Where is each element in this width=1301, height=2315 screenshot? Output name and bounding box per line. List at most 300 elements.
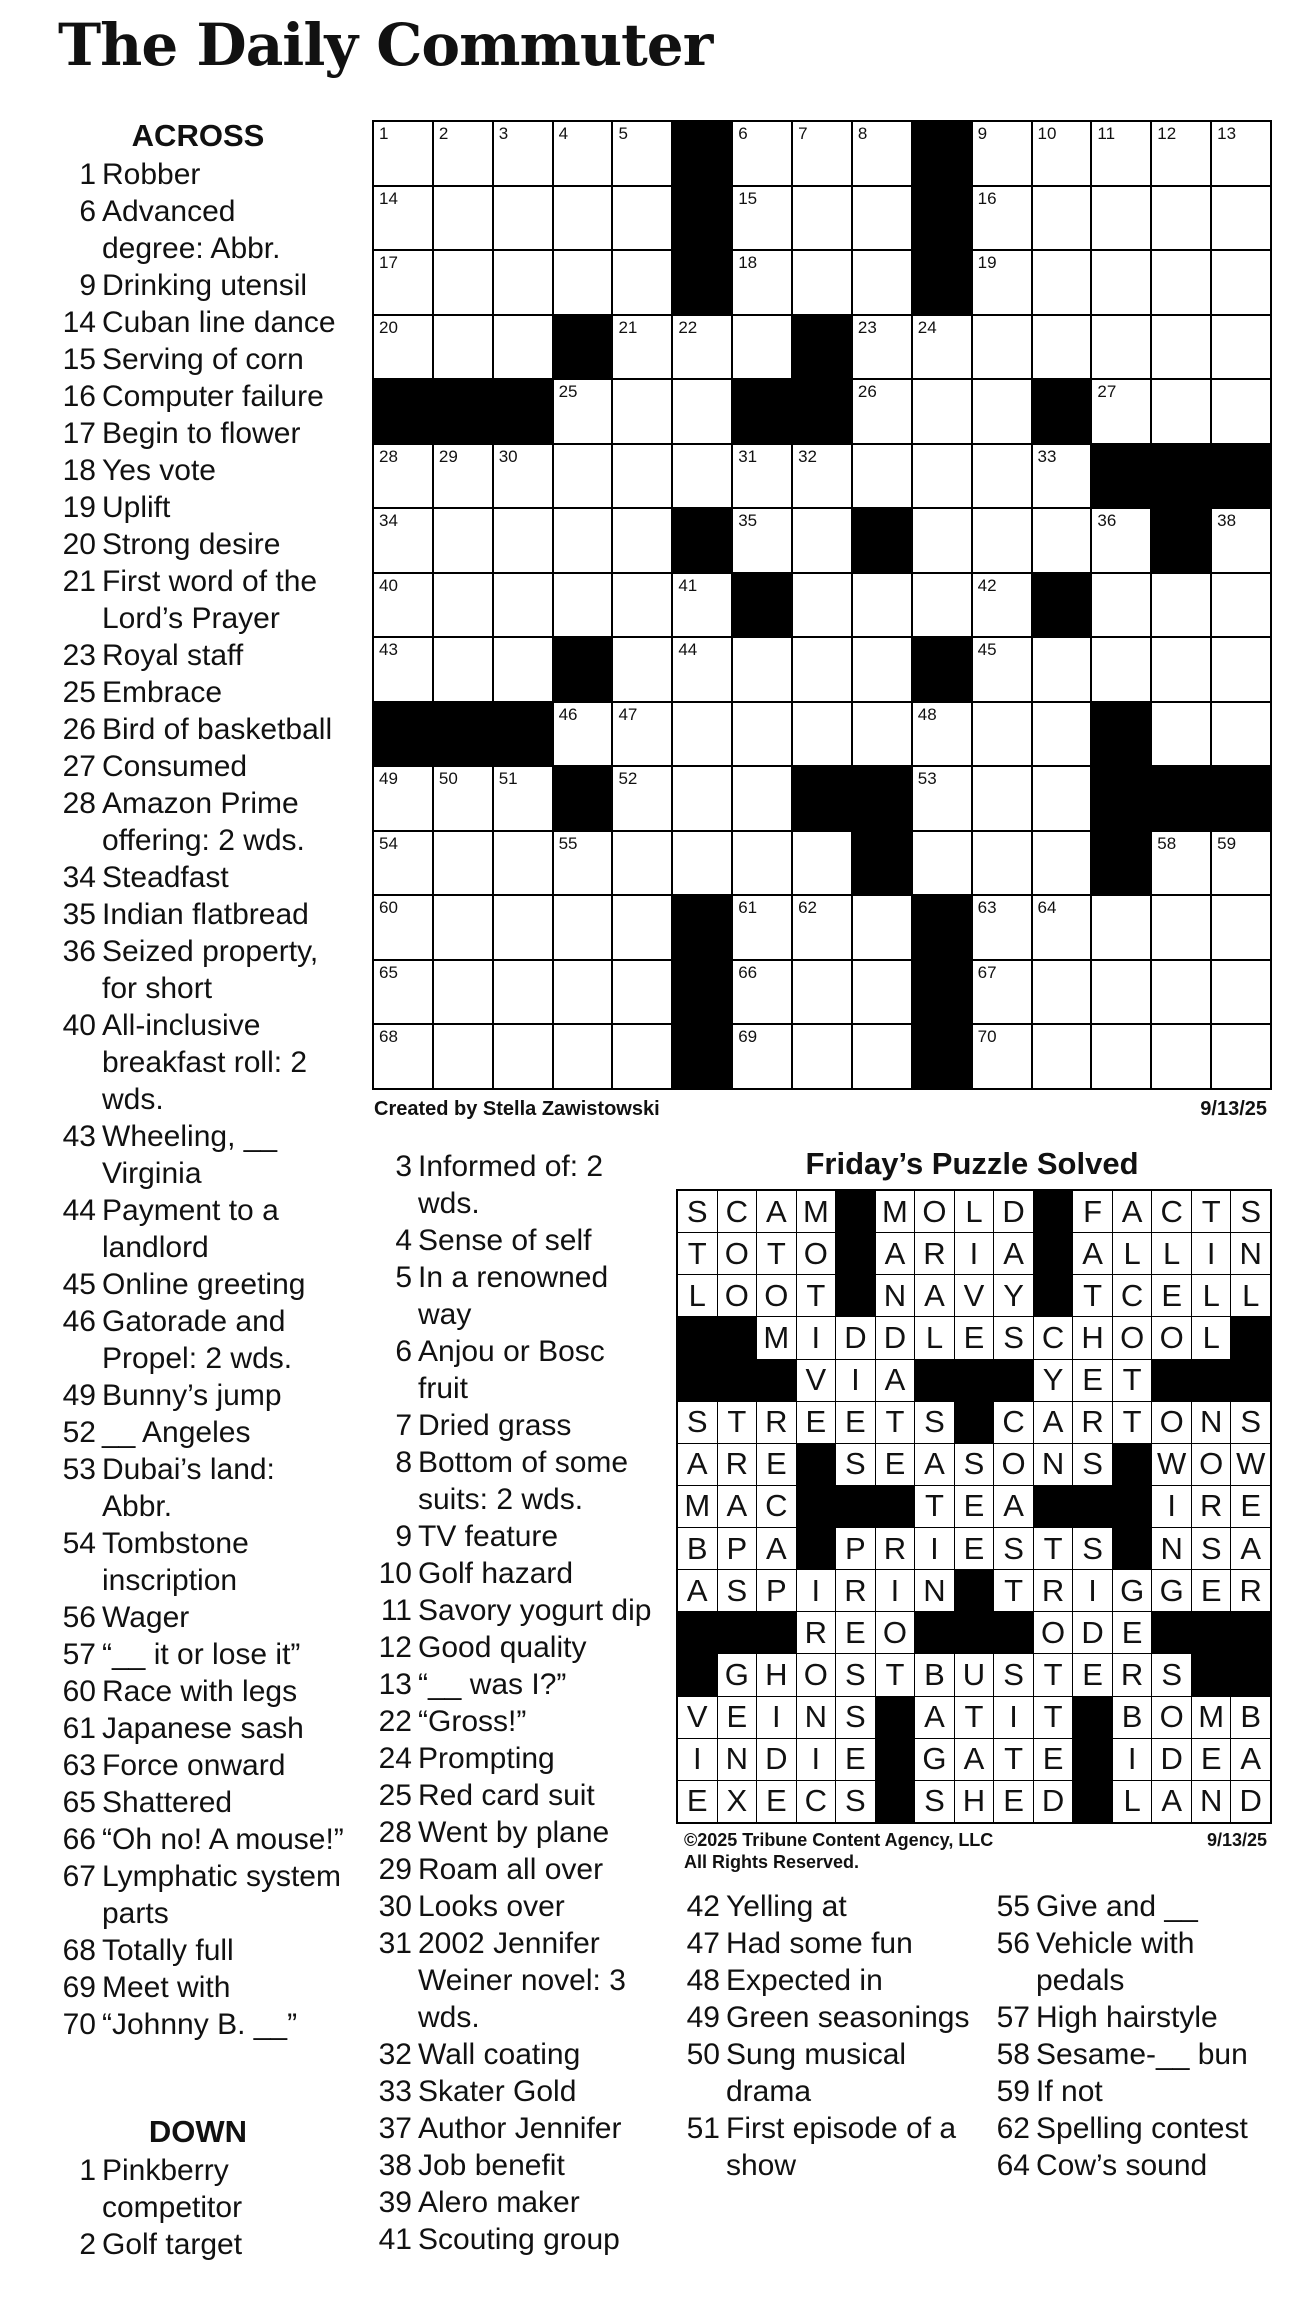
clue-number: 9 xyxy=(395,1520,412,1553)
grid-cell[interactable] xyxy=(673,767,731,830)
clue-text: Went by plane xyxy=(418,1816,610,1849)
clue-text: Begin to flower xyxy=(102,417,301,450)
clue-number: 28 xyxy=(62,787,96,820)
grid-cell[interactable] xyxy=(793,122,851,185)
grid-cell[interactable] xyxy=(613,251,671,314)
grid-cell[interactable] xyxy=(1092,509,1150,572)
black-square xyxy=(1073,1739,1112,1780)
clue-number: 49 xyxy=(686,2001,720,2034)
solved-letter: I xyxy=(994,1697,1033,1738)
clue-number: 54 xyxy=(62,1527,96,1560)
grid-cell[interactable] xyxy=(1152,574,1210,637)
clue-item xyxy=(366,1148,658,1222)
clue-item xyxy=(366,2036,658,2073)
grid-cell[interactable] xyxy=(1092,896,1150,959)
clue-text: Yes vote xyxy=(102,454,216,487)
grid-cell[interactable] xyxy=(973,509,1031,572)
grid-cell[interactable] xyxy=(793,445,851,508)
grid-cell[interactable] xyxy=(554,896,612,959)
grid-cell[interactable] xyxy=(613,380,671,443)
grid-cell[interactable] xyxy=(1212,896,1270,959)
grid-cell[interactable] xyxy=(1092,187,1150,250)
grid-cell[interactable] xyxy=(494,1025,552,1088)
grid-cell[interactable] xyxy=(554,122,612,185)
grid-cell[interactable] xyxy=(1212,574,1270,637)
grid-cell[interactable] xyxy=(1212,251,1270,314)
clue-item xyxy=(52,156,344,193)
grid-cell[interactable] xyxy=(853,445,911,508)
solved-letter: Y xyxy=(1034,1360,1073,1401)
solved-letter: B xyxy=(1113,1697,1152,1738)
solved-letter: A xyxy=(994,1233,1033,1274)
grid-cell[interactable] xyxy=(1152,251,1210,314)
solved-letter: N xyxy=(1192,1402,1231,1443)
clue-number: 62 xyxy=(996,2112,1030,2145)
cell-number: 59 xyxy=(1217,833,1237,853)
grid-cell[interactable] xyxy=(613,832,671,895)
grid-cell[interactable] xyxy=(1212,638,1270,701)
grid-cell[interactable] xyxy=(1033,832,1091,895)
clue-number: 1 xyxy=(79,158,96,191)
cell-number: 22 xyxy=(678,317,698,337)
solved-letter: T xyxy=(1192,1191,1231,1232)
clue-number: 49 xyxy=(62,1379,96,1412)
grid-cell[interactable] xyxy=(1152,316,1210,379)
grid-cell[interactable] xyxy=(1212,703,1270,766)
grid-cell[interactable] xyxy=(434,961,492,1024)
black-square xyxy=(876,1486,915,1527)
grid-cell[interactable] xyxy=(434,638,492,701)
grid-cell[interactable] xyxy=(973,187,1031,250)
grid-cell[interactable] xyxy=(434,122,492,185)
grid-cell[interactable] xyxy=(853,251,911,314)
clue-item xyxy=(52,1303,344,1377)
solved-date: 9/13/25 xyxy=(1206,1830,1267,1850)
clue-number: 34 xyxy=(62,861,96,894)
solved-letter: O xyxy=(718,1275,757,1316)
grid-cell[interactable] xyxy=(434,187,492,250)
grid-cell[interactable] xyxy=(494,767,552,830)
clue-number: 29 xyxy=(378,1853,412,1886)
grid-cell[interactable] xyxy=(853,122,911,185)
clue-text: Bunny’s jump xyxy=(102,1379,282,1412)
solved-letter: D xyxy=(757,1739,796,1780)
grid-cell[interactable] xyxy=(1033,316,1091,379)
grid-cell[interactable] xyxy=(613,445,671,508)
clue-item xyxy=(52,452,344,489)
grid-cell[interactable] xyxy=(973,961,1031,1024)
grid-cell[interactable] xyxy=(1092,638,1150,701)
grid-cell[interactable] xyxy=(434,896,492,959)
cell-number: 11 xyxy=(1097,124,1116,143)
grid-cell[interactable] xyxy=(1152,380,1210,443)
grid-cell[interactable] xyxy=(913,316,971,379)
clue-number: 12 xyxy=(378,1631,412,1664)
solved-letter: S xyxy=(718,1570,757,1611)
solved-letter: M xyxy=(678,1486,717,1527)
grid-cell[interactable] xyxy=(374,445,432,508)
grid-cell[interactable] xyxy=(613,509,671,572)
clue-text: Shattered xyxy=(102,1786,233,1819)
grid-cell[interactable] xyxy=(793,574,851,637)
grid-cell[interactable] xyxy=(554,703,612,766)
grid-cell[interactable] xyxy=(733,122,791,185)
clue-text: Race with legs xyxy=(102,1675,298,1708)
grid-cell[interactable] xyxy=(973,316,1031,379)
grid-cell[interactable] xyxy=(434,509,492,572)
clue-item xyxy=(52,267,344,304)
grid-cell[interactable] xyxy=(374,1025,432,1088)
grid-cell[interactable] xyxy=(913,574,971,637)
solved-letter: E xyxy=(1073,1654,1112,1695)
solved-letter: A xyxy=(994,1486,1033,1527)
grid-cell[interactable] xyxy=(554,832,612,895)
clue-text: Embrace xyxy=(102,676,223,709)
black-square xyxy=(494,703,552,766)
grid-cell[interactable] xyxy=(1033,251,1091,314)
clue-item xyxy=(986,1888,1286,1925)
black-square xyxy=(853,832,911,895)
grid-cell[interactable] xyxy=(1033,509,1091,572)
solved-letter: R xyxy=(757,1402,796,1443)
grid-cell[interactable] xyxy=(554,187,612,250)
grid-cell[interactable] xyxy=(1033,1025,1091,1088)
grid-cell[interactable] xyxy=(494,638,552,701)
grid-cell[interactable] xyxy=(973,122,1031,185)
grid-cell[interactable] xyxy=(913,767,971,830)
grid-cell[interactable] xyxy=(1033,703,1091,766)
clue-text: First episode of a show xyxy=(726,2112,957,2182)
grid-cell[interactable] xyxy=(973,574,1031,637)
grid-cell[interactable] xyxy=(374,961,432,1024)
grid-cell[interactable] xyxy=(793,961,851,1024)
solved-letter: S xyxy=(1073,1444,1112,1485)
solved-letter: E xyxy=(1192,1570,1231,1611)
grid-cell[interactable] xyxy=(434,251,492,314)
grid-cell[interactable] xyxy=(673,574,731,637)
clue-item xyxy=(366,2110,658,2147)
clue-item xyxy=(52,1192,344,1266)
grid-cell[interactable] xyxy=(1033,896,1091,959)
clue-item xyxy=(52,637,344,674)
grid-cell[interactable] xyxy=(1092,122,1150,185)
grid-cell[interactable] xyxy=(1212,832,1270,895)
clue-item xyxy=(366,1851,658,1888)
grid-cell[interactable] xyxy=(1152,122,1210,185)
grid-cell[interactable] xyxy=(673,638,731,701)
grid-cell[interactable] xyxy=(494,961,552,1024)
grid-cell[interactable] xyxy=(613,961,671,1024)
grid-cell[interactable] xyxy=(1092,961,1150,1024)
clue-number: 16 xyxy=(62,380,96,413)
grid-cell[interactable] xyxy=(1152,703,1210,766)
grid-cell[interactable] xyxy=(1212,1025,1270,1088)
clue-text: Drinking utensil xyxy=(102,269,308,302)
grid-cell[interactable] xyxy=(733,316,791,379)
grid-cell[interactable] xyxy=(793,703,851,766)
grid-cell[interactable] xyxy=(853,961,911,1024)
grid-cell[interactable] xyxy=(374,896,432,959)
grid-cell[interactable] xyxy=(733,896,791,959)
grid-cell[interactable] xyxy=(1092,316,1150,379)
grid-cell[interactable] xyxy=(913,509,971,572)
clue-number: 57 xyxy=(996,2001,1030,2034)
black-square xyxy=(554,638,612,701)
clue-item xyxy=(366,1925,658,2036)
grid-cell[interactable] xyxy=(374,574,432,637)
grid-cell[interactable] xyxy=(733,445,791,508)
clue-number: 61 xyxy=(62,1712,96,1745)
grid-cell[interactable] xyxy=(733,961,791,1024)
black-square xyxy=(678,1654,717,1695)
grid-cell[interactable] xyxy=(613,574,671,637)
grid-cell[interactable] xyxy=(973,896,1031,959)
cell-number: 53 xyxy=(917,769,937,789)
grid-cell[interactable] xyxy=(1033,638,1091,701)
clue-item xyxy=(52,526,344,563)
solved-letter: L xyxy=(1192,1275,1231,1316)
grid-cell[interactable] xyxy=(613,316,671,379)
cell-number: 23 xyxy=(857,317,877,337)
grid-cell[interactable] xyxy=(733,832,791,895)
clue-number: 23 xyxy=(62,639,96,672)
clue-number: 24 xyxy=(378,1742,412,1775)
clue-number: 48 xyxy=(686,1964,720,1997)
grid-cell[interactable] xyxy=(793,896,851,959)
grid-cell[interactable] xyxy=(793,832,851,895)
solved-letter: O xyxy=(1152,1317,1191,1358)
clue-number: 15 xyxy=(62,343,96,376)
grid-cell[interactable] xyxy=(494,832,552,895)
grid-cell[interactable] xyxy=(494,316,552,379)
grid-cell[interactable] xyxy=(913,703,971,766)
clue-item xyxy=(366,1666,658,1703)
grid-cell[interactable] xyxy=(673,380,731,443)
grid-cell[interactable] xyxy=(613,187,671,250)
grid-cell[interactable] xyxy=(673,703,731,766)
solved-letter: G xyxy=(915,1739,954,1780)
grid-cell[interactable] xyxy=(374,638,432,701)
grid-cell[interactable] xyxy=(374,187,432,250)
grid-cell[interactable] xyxy=(853,896,911,959)
grid-cell[interactable] xyxy=(1033,445,1091,508)
grid-cell[interactable] xyxy=(733,767,791,830)
grid-cell[interactable] xyxy=(673,832,731,895)
clue-text: Gatorade and Propel: 2 wds. xyxy=(102,1305,293,1375)
solved-letter: I xyxy=(955,1233,994,1274)
grid-cell[interactable] xyxy=(374,767,432,830)
grid-cell[interactable] xyxy=(913,832,971,895)
solved-letter: R xyxy=(718,1444,757,1485)
clue-item xyxy=(676,1962,976,1999)
solved-letter: S xyxy=(915,1781,954,1822)
grid-cell[interactable] xyxy=(374,509,432,572)
grid-cell[interactable] xyxy=(554,380,612,443)
solved-letter: T xyxy=(876,1402,915,1443)
clue-item xyxy=(52,563,344,637)
grid-cell[interactable] xyxy=(853,380,911,443)
black-square xyxy=(1231,1654,1270,1695)
solved-letter: A xyxy=(757,1528,796,1569)
grid-cell[interactable] xyxy=(494,896,552,959)
black-square xyxy=(673,251,731,314)
grid-cell[interactable] xyxy=(613,122,671,185)
grid-cell[interactable] xyxy=(374,122,432,185)
grid-cell[interactable] xyxy=(733,251,791,314)
clue-text: Wager xyxy=(102,1601,190,1634)
grid-cell[interactable] xyxy=(973,1025,1031,1088)
clue-number: 13 xyxy=(378,1668,412,1701)
grid-cell[interactable] xyxy=(554,574,612,637)
grid-cell[interactable] xyxy=(1033,961,1091,1024)
grid-cell[interactable] xyxy=(434,1025,492,1088)
cell-number: 54 xyxy=(379,833,398,853)
cell-number: 42 xyxy=(977,575,997,595)
solved-letter: L xyxy=(915,1317,954,1358)
grid-cell[interactable] xyxy=(494,122,552,185)
solved-letter: T xyxy=(1034,1654,1073,1695)
grid-cell[interactable] xyxy=(434,767,492,830)
grid-cell[interactable] xyxy=(1033,122,1091,185)
clue-text: Good quality xyxy=(418,1631,587,1664)
grid-cell[interactable] xyxy=(733,187,791,250)
down-clues-col1 xyxy=(52,2112,344,2263)
grid-cell[interactable] xyxy=(613,703,671,766)
grid-cell[interactable] xyxy=(733,509,791,572)
solved-letter: U xyxy=(955,1654,994,1695)
grid-cell[interactable] xyxy=(1212,380,1270,443)
grid-cell[interactable] xyxy=(374,832,432,895)
grid-cell[interactable] xyxy=(1212,122,1270,185)
grid-cell[interactable] xyxy=(733,638,791,701)
grid-cell[interactable] xyxy=(913,445,971,508)
grid-cell[interactable] xyxy=(793,509,851,572)
solved-letter: O xyxy=(1034,1612,1073,1653)
grid-cell[interactable] xyxy=(793,251,851,314)
grid-cell[interactable] xyxy=(733,1025,791,1088)
grid-cell[interactable] xyxy=(913,380,971,443)
grid-cell[interactable] xyxy=(434,316,492,379)
clue-number: 46 xyxy=(62,1305,96,1338)
grid-cell[interactable] xyxy=(973,380,1031,443)
grid-cell[interactable] xyxy=(613,638,671,701)
black-square xyxy=(673,896,731,959)
grid-cell[interactable] xyxy=(1152,961,1210,1024)
grid-cell[interactable] xyxy=(1152,638,1210,701)
grid-cell[interactable] xyxy=(1152,187,1210,250)
grid-cell[interactable] xyxy=(374,251,432,314)
grid-cell[interactable] xyxy=(434,445,492,508)
grid-cell[interactable] xyxy=(1033,767,1091,830)
grid-cell[interactable] xyxy=(1212,509,1270,572)
solved-letter: A xyxy=(1073,1233,1112,1274)
grid-cell[interactable] xyxy=(973,638,1031,701)
grid-cell[interactable] xyxy=(613,767,671,830)
clue-number: 45 xyxy=(62,1268,96,1301)
clue-item xyxy=(986,2147,1286,2184)
grid-cell[interactable] xyxy=(554,961,612,1024)
clue-number: 17 xyxy=(62,417,96,450)
grid-cell[interactable] xyxy=(554,509,612,572)
grid-cell[interactable] xyxy=(1212,961,1270,1024)
clue-number: 31 xyxy=(378,1927,412,1960)
grid-cell[interactable] xyxy=(494,187,552,250)
clue-text: “Oh no! A mouse!” xyxy=(102,1823,344,1856)
grid-cell[interactable] xyxy=(973,251,1031,314)
grid-cell[interactable] xyxy=(1033,187,1091,250)
grid-cell[interactable] xyxy=(973,703,1031,766)
grid-cell[interactable] xyxy=(554,251,612,314)
grid-cell[interactable] xyxy=(494,574,552,637)
clue-text: “__ it or lose it” xyxy=(102,1638,301,1671)
clue-number: 69 xyxy=(62,1971,96,2004)
solved-letter: E xyxy=(1073,1360,1112,1401)
black-square xyxy=(1033,574,1091,637)
solved-letter: O xyxy=(994,1444,1033,1485)
grid-cell[interactable] xyxy=(554,445,612,508)
grid-cell[interactable] xyxy=(673,445,731,508)
grid-cell[interactable] xyxy=(1092,574,1150,637)
clue-number: 52 xyxy=(62,1416,96,1449)
clue-item xyxy=(52,1636,344,1673)
grid-cell[interactable] xyxy=(434,832,492,895)
grid-cell[interactable] xyxy=(1092,1025,1150,1088)
grid-cell[interactable] xyxy=(793,187,851,250)
grid-cell[interactable] xyxy=(1092,380,1150,443)
grid-cell[interactable] xyxy=(1212,187,1270,250)
grid-cell[interactable] xyxy=(853,316,911,379)
black-square xyxy=(374,380,432,443)
grid-cell[interactable] xyxy=(853,638,911,701)
puzzle-credit: Created by Stella Zawistowski xyxy=(374,1098,660,1120)
grid-cell[interactable] xyxy=(793,638,851,701)
grid-cell[interactable] xyxy=(973,445,1031,508)
grid-cell[interactable] xyxy=(494,509,552,572)
grid-cell[interactable] xyxy=(374,316,432,379)
grid-cell[interactable] xyxy=(853,574,911,637)
solved-letter: R xyxy=(1192,1486,1231,1527)
grid-cell[interactable] xyxy=(1152,832,1210,895)
solved-letter: E xyxy=(797,1402,836,1443)
grid-cell[interactable] xyxy=(853,187,911,250)
grid-cell[interactable] xyxy=(554,1025,612,1088)
grid-cell[interactable] xyxy=(733,703,791,766)
cell-number: 32 xyxy=(798,446,817,466)
grid-cell[interactable] xyxy=(973,767,1031,830)
clue-number: 33 xyxy=(378,2075,412,2108)
grid-cell[interactable] xyxy=(1212,316,1270,379)
clue-item xyxy=(986,2110,1286,2147)
grid-cell[interactable] xyxy=(1092,251,1150,314)
grid-cell[interactable] xyxy=(853,1025,911,1088)
solved-rights: All Rights Reserved. xyxy=(684,1852,860,1872)
grid-cell[interactable] xyxy=(1152,1025,1210,1088)
grid-cell[interactable] xyxy=(853,703,911,766)
grid-cell[interactable] xyxy=(1152,896,1210,959)
grid-cell[interactable] xyxy=(434,574,492,637)
grid-cell[interactable] xyxy=(613,1025,671,1088)
grid-cell[interactable] xyxy=(494,251,552,314)
solved-letter: S xyxy=(836,1781,875,1822)
grid-cell[interactable] xyxy=(613,896,671,959)
grid-cell[interactable] xyxy=(973,832,1031,895)
cell-number: 36 xyxy=(1097,511,1117,531)
clue-text: Strong desire xyxy=(102,528,281,561)
grid-cell[interactable] xyxy=(793,1025,851,1088)
grid-cell[interactable] xyxy=(673,316,731,379)
grid-cell[interactable] xyxy=(494,445,552,508)
clue-item xyxy=(366,1703,658,1740)
